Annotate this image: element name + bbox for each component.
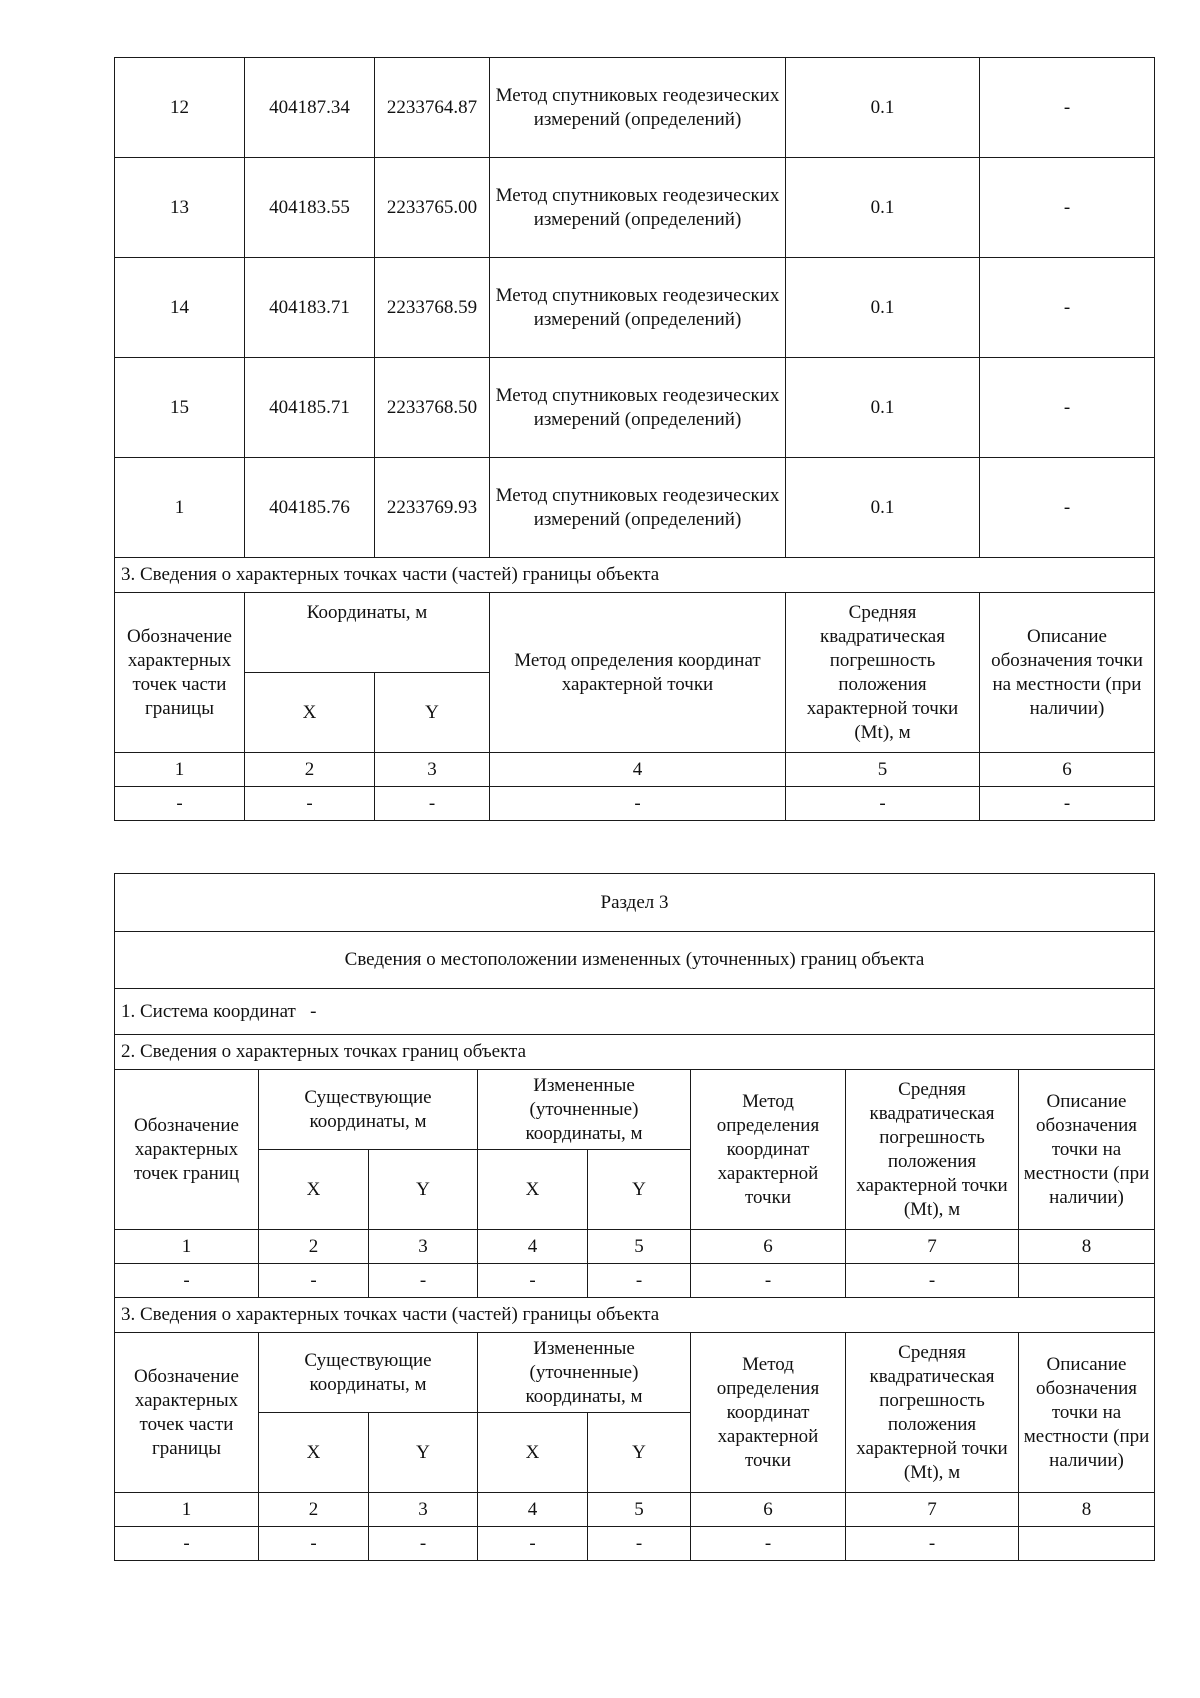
cell: - bbox=[846, 1527, 1019, 1561]
point-mt: 0.1 bbox=[786, 158, 980, 258]
point-id: 14 bbox=[115, 258, 245, 358]
point-x: 404183.71 bbox=[245, 258, 375, 358]
point-x: 404187.34 bbox=[245, 58, 375, 158]
mt-header: Средняя квадратическая погрешность положения характерной точки (Mt), м bbox=[846, 1070, 1019, 1230]
x-header: X bbox=[478, 1413, 588, 1493]
col-number: 4 bbox=[490, 753, 786, 787]
col-number: 1 bbox=[115, 753, 245, 787]
coordinate-system: 1. Система координат - bbox=[115, 989, 1155, 1035]
point-description: - bbox=[980, 158, 1155, 258]
cell: - bbox=[691, 1527, 846, 1561]
col-number: 6 bbox=[980, 753, 1155, 787]
mt-header: Средняя квадратическая погрешность положения характерной точки (Mt), м bbox=[786, 593, 980, 753]
point-description: - bbox=[980, 258, 1155, 358]
changed-coords-header: Измененные (уточненные) координаты, м bbox=[478, 1070, 691, 1150]
point-description: - bbox=[980, 458, 1155, 558]
col-number: 2 bbox=[259, 1230, 369, 1264]
part2-heading: 2. Сведения о характерных точках границ объекта bbox=[115, 1035, 1155, 1070]
col-number: 5 bbox=[588, 1493, 691, 1527]
point-id: 15 bbox=[115, 358, 245, 458]
section3-table bbox=[114, 873, 1155, 1561]
x-header: X bbox=[259, 1413, 369, 1493]
point-mt: 0.1 bbox=[786, 358, 980, 458]
point-description: - bbox=[980, 358, 1155, 458]
cell: - bbox=[478, 1527, 588, 1561]
cell: - bbox=[588, 1264, 691, 1298]
column-numbers-row bbox=[115, 753, 1155, 787]
col-number: 4 bbox=[478, 1493, 588, 1527]
designation-header: Обозначение характерных точек части границы bbox=[115, 1333, 259, 1493]
y-header: Y bbox=[375, 673, 490, 753]
point-mt: 0.1 bbox=[786, 458, 980, 558]
x-header: X bbox=[259, 1150, 369, 1230]
x-header: X bbox=[245, 673, 375, 753]
cell: - bbox=[588, 1527, 691, 1561]
point-method: Метод спутниковых геодезических измерений (определений) bbox=[490, 58, 786, 158]
col-number: 5 bbox=[588, 1230, 691, 1264]
col-number: 6 bbox=[691, 1493, 846, 1527]
col-number: 1 bbox=[115, 1493, 259, 1527]
cell: - bbox=[478, 1264, 588, 1298]
point-y: 2233768.59 bbox=[375, 258, 490, 358]
section-title: Раздел 3 bbox=[115, 874, 1155, 932]
point-method: Метод спутниковых геодезических измерений (определений) bbox=[490, 358, 786, 458]
cell: - bbox=[259, 1264, 369, 1298]
point-mt: 0.1 bbox=[786, 58, 980, 158]
col-number: 5 bbox=[786, 753, 980, 787]
cell: - bbox=[115, 1264, 259, 1298]
column-numbers-row bbox=[115, 1230, 1155, 1264]
cell: - bbox=[369, 1527, 478, 1561]
existing-coords-header: Существующие координаты, м bbox=[259, 1070, 478, 1150]
col-number: 8 bbox=[1019, 1493, 1155, 1527]
point-x: 404185.76 bbox=[245, 458, 375, 558]
col-number: 3 bbox=[369, 1230, 478, 1264]
cell: - bbox=[490, 787, 786, 821]
point-y: 2233765.00 bbox=[375, 158, 490, 258]
y-header: Y bbox=[588, 1150, 691, 1230]
column-numbers-row bbox=[115, 1493, 1155, 1527]
method-header: Метод определения координат характерной точки bbox=[691, 1070, 846, 1230]
table-row bbox=[115, 358, 1155, 458]
col-number: 8 bbox=[1019, 1230, 1155, 1264]
col-number: 6 bbox=[691, 1230, 846, 1264]
table-row bbox=[115, 1264, 1155, 1298]
cell: - bbox=[369, 1264, 478, 1298]
point-y: 2233769.93 bbox=[375, 458, 490, 558]
method-header: Метод определения координат характерной точки bbox=[490, 593, 786, 753]
y-header: Y bbox=[369, 1413, 478, 1493]
point-y: 2233768.50 bbox=[375, 358, 490, 458]
cell: - bbox=[245, 787, 375, 821]
col-number: 4 bbox=[478, 1230, 588, 1264]
col-number: 3 bbox=[375, 753, 490, 787]
mt-header: Средняя квадратическая погрешность положения характерной точки (Mt), м bbox=[846, 1333, 1019, 1493]
table-row bbox=[115, 258, 1155, 358]
col-number: 2 bbox=[259, 1493, 369, 1527]
col-number: 7 bbox=[846, 1230, 1019, 1264]
cell: - bbox=[786, 787, 980, 821]
cell bbox=[1019, 1527, 1155, 1561]
existing-coords-header: Существующие координаты, м bbox=[259, 1333, 478, 1413]
cell: - bbox=[691, 1264, 846, 1298]
cell: - bbox=[375, 787, 490, 821]
point-id: 13 bbox=[115, 158, 245, 258]
part3-heading: 3. Сведения о характерных точках части (частей) границы объекта bbox=[115, 558, 1155, 593]
col-number: 1 bbox=[115, 1230, 259, 1264]
point-id: 12 bbox=[115, 58, 245, 158]
x-header: X bbox=[478, 1150, 588, 1230]
description-header: Описание обозначения точки на местности (при наличии) bbox=[1019, 1333, 1155, 1493]
cell: - bbox=[259, 1527, 369, 1561]
cell: - bbox=[115, 1527, 259, 1561]
section-subtitle: Сведения о местоположении измененных (уточненных) границ объекта bbox=[115, 932, 1155, 989]
coords-header: Координаты, м bbox=[245, 593, 490, 673]
y-header: Y bbox=[369, 1150, 478, 1230]
description-header: Описание обозначения точки на местности (при наличии) bbox=[1019, 1070, 1155, 1230]
designation-header: Обозначение характерных точек части границы bbox=[115, 593, 245, 753]
cell: - bbox=[846, 1264, 1019, 1298]
y-header: Y bbox=[588, 1413, 691, 1493]
col-number: 2 bbox=[245, 753, 375, 787]
table-row bbox=[115, 787, 1155, 821]
point-x: 404183.55 bbox=[245, 158, 375, 258]
part3-heading: 3. Сведения о характерных точках части (частей) границы объекта bbox=[115, 1298, 1155, 1333]
designation-header: Обозначение характерных точек границ bbox=[115, 1070, 259, 1230]
point-method: Метод спутниковых геодезических измерений (определений) bbox=[490, 158, 786, 258]
point-x: 404185.71 bbox=[245, 358, 375, 458]
point-method: Метод спутниковых геодезических измерений (определений) bbox=[490, 458, 786, 558]
point-id: 1 bbox=[115, 458, 245, 558]
description-header: Описание обозначения точки на местности (при наличии) bbox=[980, 593, 1155, 753]
changed-coords-header: Измененные (уточненные) координаты, м bbox=[478, 1333, 691, 1413]
cell bbox=[1019, 1264, 1155, 1298]
point-mt: 0.1 bbox=[786, 258, 980, 358]
table-row bbox=[115, 458, 1155, 558]
cell: - bbox=[980, 787, 1155, 821]
col-number: 3 bbox=[369, 1493, 478, 1527]
point-method: Метод спутниковых геодезических измерений (определений) bbox=[490, 258, 786, 358]
points-table bbox=[114, 57, 1155, 821]
method-header: Метод определения координат характерной точки bbox=[691, 1333, 846, 1493]
point-description: - bbox=[980, 58, 1155, 158]
table-row bbox=[115, 58, 1155, 158]
col-number: 7 bbox=[846, 1493, 1019, 1527]
cell: - bbox=[115, 787, 245, 821]
point-y: 2233764.87 bbox=[375, 58, 490, 158]
table-row bbox=[115, 158, 1155, 258]
table-row bbox=[115, 1527, 1155, 1561]
